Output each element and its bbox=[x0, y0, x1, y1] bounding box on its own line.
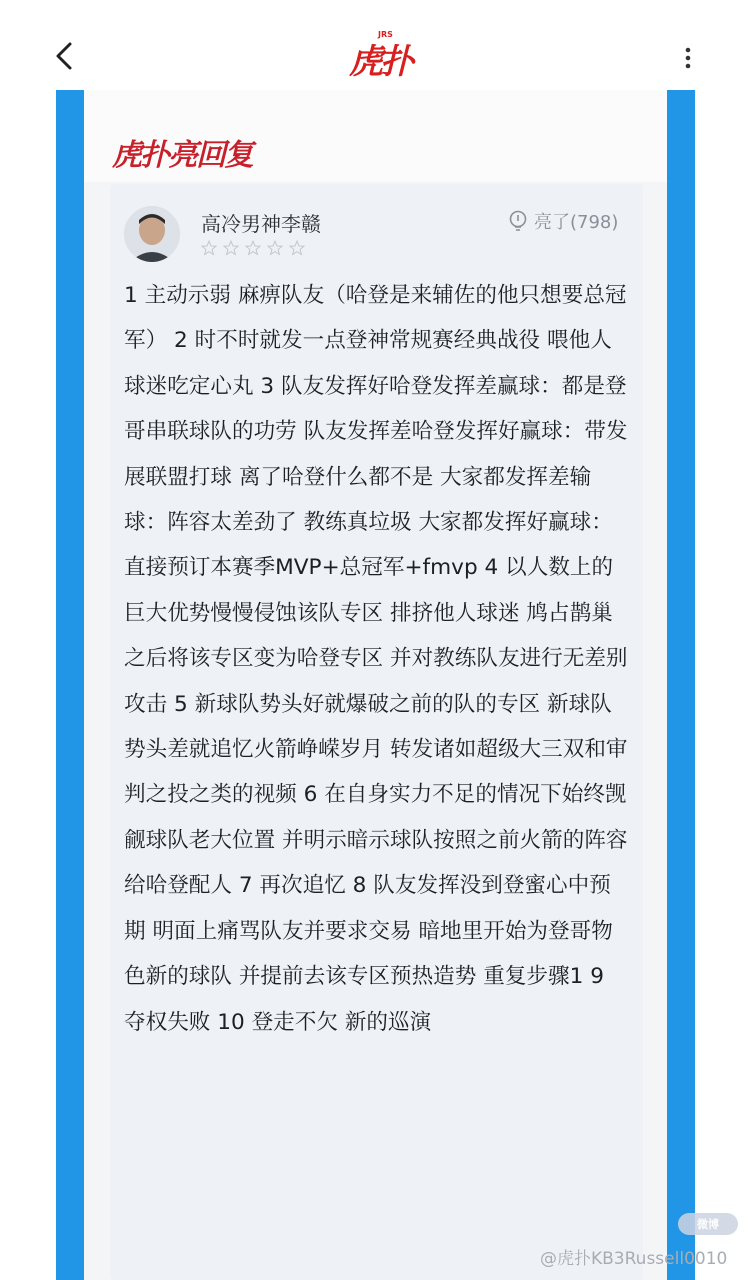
lightbulb-icon bbox=[508, 210, 528, 232]
star-icon bbox=[223, 240, 239, 256]
vertical-dots-icon bbox=[684, 46, 692, 70]
rating-stars bbox=[201, 240, 305, 256]
weibo-watermark-logo: 微博 bbox=[678, 1213, 738, 1235]
star-icon bbox=[201, 240, 217, 256]
avatar-image bbox=[124, 206, 180, 262]
hupu-logo[interactable]: 虎扑 bbox=[349, 42, 411, 82]
like-count: 亮了(798) bbox=[534, 212, 619, 233]
reply-body-text: 1 主动示弱 麻痹队友（哈登是来辅佐的他只想要总冠军） 2 时不时就发一点登神常规赛经典战役 喂他人球迷吃定心丸 3 队友发挥好哈登发挥差赢球：都是登哥串联球队的功劳 队友发挥差哈登发挥好赢球：带发展联盟打球 离了哈登什么都不是 大家都发挥差输球：阵容太差劲了 教练真垃圾 大家都发挥好赢球：直接预订本赛季MVP+总冠军+fmvp 4 以人数上的巨大优势慢慢侵蚀该队专区 排挤他人球迷 鸠占鹊巢之后将该专区变为哈登专区 并对教练队友进行无差别攻击 5 新球队势头好就爆破之前的队的专区 新球队势头差就追忆火箭峥嵘岁月 转发诸如超级大三双和审判之投之类的视频 6 在自身实力不足的情况下始终觊觎球队老大位置 并明示暗示球队按照之前火箭的阵容给哈登配人 7 再次追忆 8 队友发挥没到登蜜心中预期 明面上痛骂队友并要求交易 暗地里开始为登哥物色新的球队 并提前去该专区预热造势 重复步骤1 9 夺权失败 10 登走不欠 新的巡演 bbox=[124, 283, 628, 1035]
star-icon bbox=[289, 240, 305, 256]
panel-header bbox=[84, 90, 667, 182]
right-blue-border bbox=[667, 90, 695, 1280]
chevron-left-icon bbox=[53, 41, 75, 71]
section-title: 虎扑亮回复 bbox=[112, 138, 252, 173]
weibo-watermark: @虎扑KB3Russell0010 bbox=[540, 1249, 728, 1269]
username[interactable]: 高冷男神李赣 bbox=[201, 212, 321, 236]
star-icon bbox=[267, 240, 283, 256]
like-button[interactable] bbox=[508, 208, 618, 234]
avatar[interactable] bbox=[124, 206, 180, 262]
hupu-logo-sup: JRS bbox=[378, 30, 393, 39]
star-icon bbox=[245, 240, 261, 256]
more-options-button[interactable] bbox=[672, 40, 704, 76]
left-blue-border bbox=[56, 90, 84, 1280]
back-button[interactable] bbox=[44, 36, 84, 76]
